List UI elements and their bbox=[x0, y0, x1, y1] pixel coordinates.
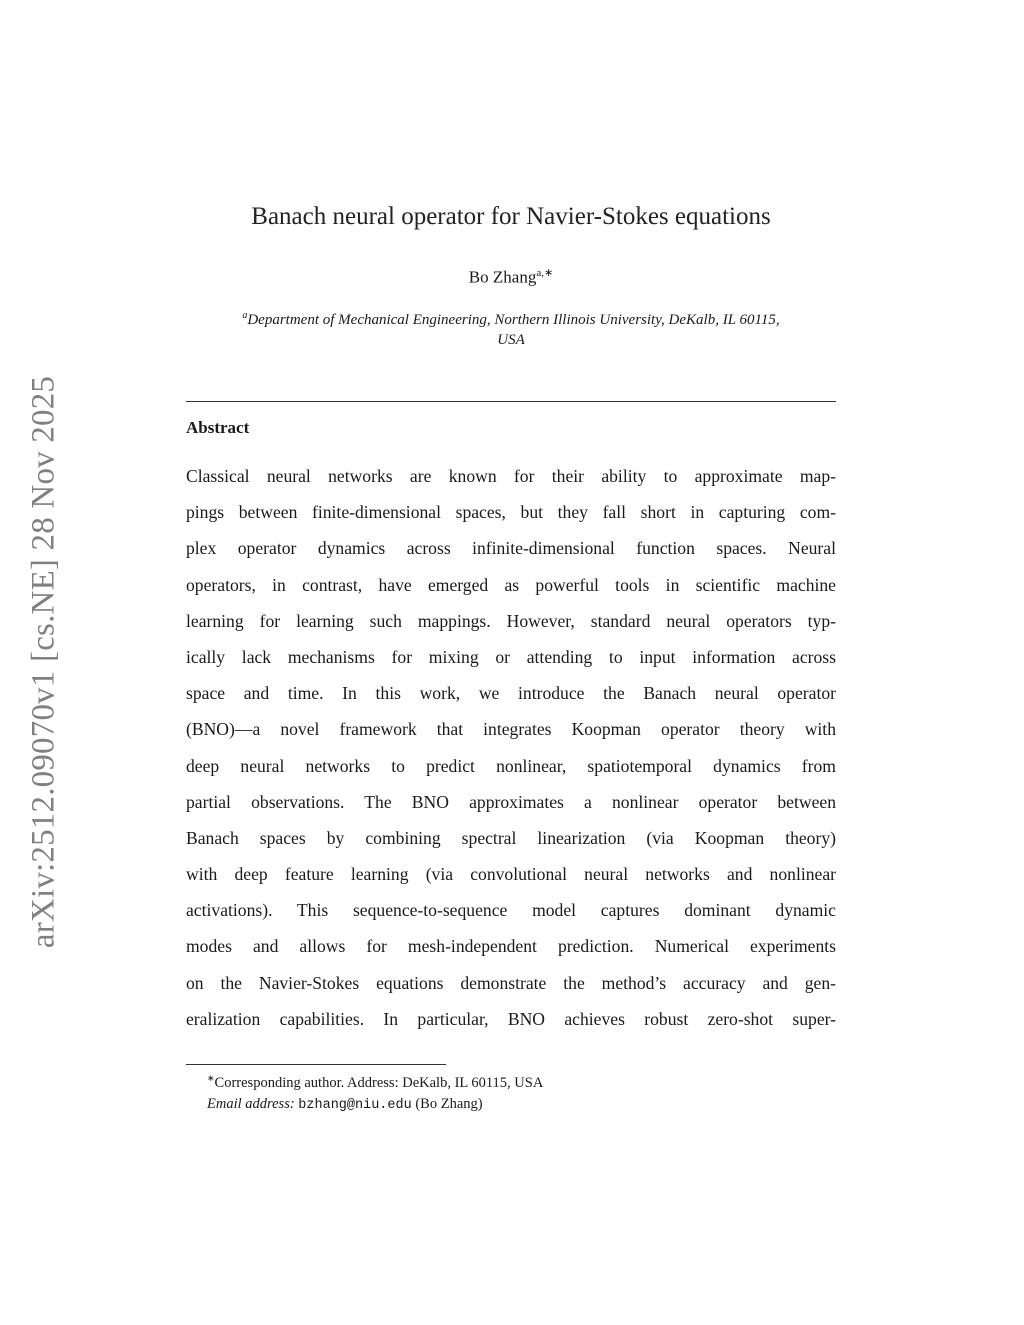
author-marks: a,∗ bbox=[536, 267, 554, 279]
corresponding-author-note: ∗Corresponding author. Address: DeKalb, IL 60115, USA bbox=[207, 1073, 544, 1091]
abstract-line: on the Navier-Stokes equations demonstrate the method’s accuracy and gen- bbox=[186, 972, 836, 993]
abstract-line: pings between finite-dimensional spaces, but they fall short in capturing com- bbox=[186, 502, 836, 523]
footnote-rule bbox=[186, 1064, 446, 1065]
abstract-body bbox=[186, 458, 836, 1037]
abstract-line: Classical neural networks are known for their ability to approximate map- bbox=[186, 466, 836, 486]
abstract-line: modes and allows for mesh-independent prediction. Numerical experiments bbox=[186, 936, 836, 957]
abstract-top-rule bbox=[186, 401, 836, 402]
author-line bbox=[186, 266, 836, 288]
affiliation bbox=[186, 306, 836, 350]
affiliation-line-1: $^a$Department of Mechanical Engineering, Northern Illinois University, DeKalb, IL 60115, bbox=[242, 310, 780, 328]
abstract-line: activations). This sequence-to-sequence model captures dominant dynamic bbox=[186, 900, 836, 921]
abstract-line: deep neural networks to predict nonlinear, spatiotemporal dynamics from bbox=[186, 755, 836, 776]
abstract-line: with deep feature learning (via convolutional neural networks and nonlinear bbox=[186, 864, 836, 885]
footnote-mark: ∗ bbox=[207, 1073, 215, 1083]
abstract-line: eralization capabilities. In particular, BNO achieves robust zero-shot super- bbox=[186, 1008, 836, 1029]
abstract-line: (BNO)—a novel framework that integrates Koopman operator theory with bbox=[186, 719, 836, 740]
abstract-line: operators, in contrast, have emerged as powerful tools in scientific machine bbox=[186, 574, 836, 595]
email-line bbox=[207, 1094, 827, 1116]
abstract-line: learning for learning such mappings. However, standard neural operators typ- bbox=[186, 610, 836, 631]
email-address[interactable]: bzhang@niu.edu bbox=[298, 1097, 412, 1113]
email-label: Email address: bbox=[207, 1095, 295, 1112]
arxiv-identifier-stamp: arXiv:2512.09070v1 [cs.NE] 28 Nov 2025 bbox=[25, 375, 62, 949]
abstract-heading: Abstract bbox=[186, 418, 250, 437]
abstract-line: Banach spaces by combining spectral linearization (via Koopman theory) bbox=[186, 827, 836, 848]
email-owner: (Bo Zhang) bbox=[415, 1095, 483, 1112]
abstract-line: partial observations. The BNO approximates a nonlinear operator between bbox=[186, 791, 836, 812]
abstract-line: space and time. In this work, we introduce the Banach neural operator bbox=[186, 683, 836, 704]
affiliation-mark: a bbox=[242, 310, 248, 321]
abstract-line: ically lack mechanisms for mixing or attending to input information across bbox=[186, 646, 836, 667]
author-name: Bo Zhang bbox=[468, 267, 537, 287]
affiliation-line-2: USA bbox=[497, 332, 525, 348]
abstract-line: plex operator dynamics across infinite-dimensional function spaces. Neural bbox=[186, 538, 836, 559]
footnote bbox=[207, 1068, 827, 1116]
paper-title: Banach neural operator for Navier-Stokes equations bbox=[251, 203, 771, 230]
